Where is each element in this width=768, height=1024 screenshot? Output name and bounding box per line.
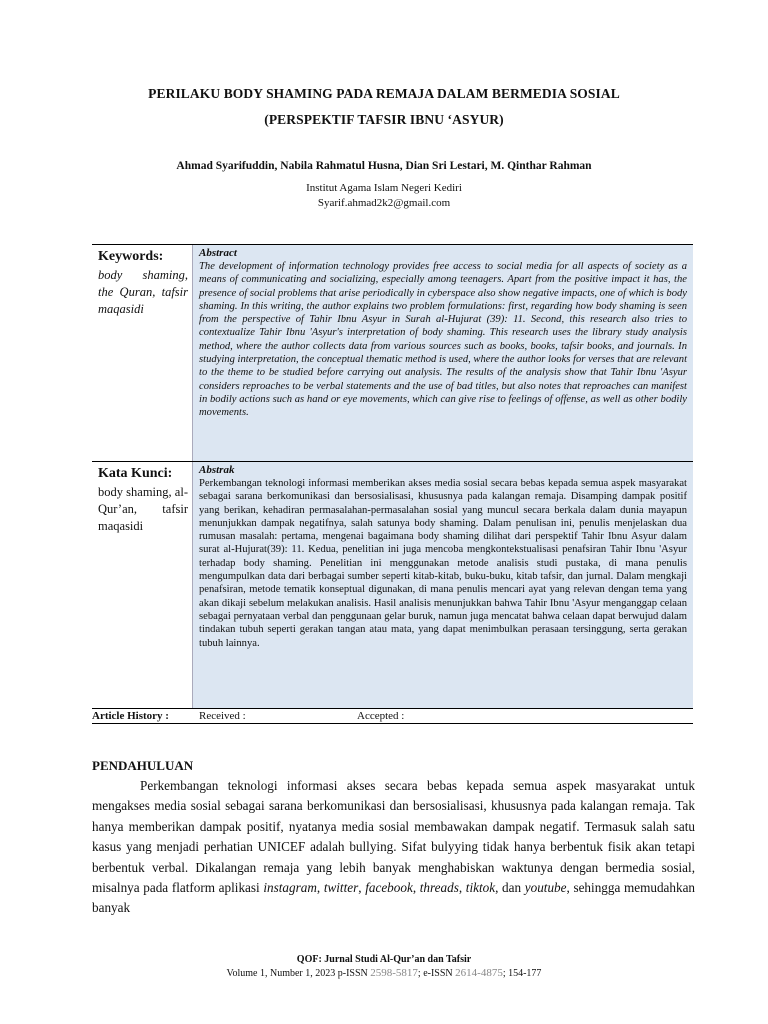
abstract-english: [192, 245, 693, 461]
abstract-table: [92, 244, 693, 724]
separator: ,: [316, 880, 324, 896]
eissn-link[interactable]: 2614-4875: [455, 967, 503, 979]
keywords-indonesian: [92, 462, 192, 708]
abstrak-label: Abstrak: [199, 464, 235, 476]
separator: ,: [458, 880, 466, 896]
body-paragraph: [92, 776, 695, 919]
app-name: threads: [419, 880, 459, 896]
paragraph-text: Perkembangan teknologi informasi akses secara bebas kepada semua aspek masyarakat untuk mengakses media sosial sebagai sarana berkomunikasi dan bersosialisasi, khususnya pada kalangan remaja. Tak hanya memberikan dampak positif, nyatanya media sosial membawakan dampak negatif. Termasuk salah satu kasus yang menjadi perhatian UNICEF adalah bullying. Sifat bulyying tidak hanya berbentuk fisik akan tetapi berbentuk verbal. Dikalangan remaja yang lebih banyak menghabiskan waktunya dengan bermedia sosial, misalnya pada flatform aplikasi: [92, 778, 695, 896]
abstract-label: Abstract: [199, 247, 237, 259]
separator: ,: [358, 880, 366, 896]
abstract-text: The development of information technology provides free access to social media for all aspects of society as a means of communicating and socializing, especially among teenagers. Apart from the positive impact it has, the presence of social problems that arise periodically in cyberspace also show negative impacts, one of which is body shaming. In this writing, the author explains two problem formulations: first, regarding how body shaming is seen from the perspective of Tahir Ibnu Asyur in Surah al-Hujurat (39): 11. Second, this research also tries to contextualize Tahir Ibnu 'Asyur's interpretation of body shaming. This research uses the library study analysis method, where the author collects data from various sources such as books, books, tafsir books, and journals. In studying interpretation, the conceptual thematic method is used, where the author looks for verses that are relevant to the theme to be studied before carrying out analysis. The results of the analysis show that Tahir Ibnu 'Asyur considers reproaches to be verbal statements and the use of bad titles, but also notes that reproaches can manifest in bodily actions such as hand or eye movements, which can give rise to feelings of offense, as well as other bodily movements.: [199, 261, 688, 419]
paper-title-line-2: (PERSPEKTIF TAFSIR IBNU ‘ASYUR): [264, 112, 504, 127]
abstract-indonesian: [192, 462, 693, 708]
app-name: instagram: [263, 880, 317, 896]
app-name: facebook: [365, 880, 413, 896]
keywords-label: Keywords:: [98, 249, 164, 264]
abstract-row-indonesian: [92, 461, 693, 708]
kata-kunci-label: Kata Kunci:: [98, 466, 173, 481]
separator: ,: [412, 880, 420, 896]
paragraph-text-end: , sehingga memudahkan banyak: [92, 880, 696, 916]
accepted-label: Accepted :: [357, 710, 405, 722]
article-history: [92, 708, 693, 724]
email: Syarif.ahmad2k2@gmail.com: [317, 197, 451, 209]
article-history-label: Article History :: [92, 710, 169, 722]
eissn-label: ; e-ISSN: [417, 968, 456, 979]
received-label: Received :: [199, 710, 246, 722]
section-title: PENDAHULUAN: [92, 758, 194, 773]
kata-kunci-text: body shaming, al-Qur’an, tafsir maqasidi: [98, 485, 188, 533]
abstract-row-english: [92, 245, 693, 461]
app-name: twitter: [323, 880, 359, 896]
app-name: tiktok: [465, 880, 496, 896]
keywords-english: [92, 245, 192, 461]
footer-journal: QOF: Jurnal Studi Al-Qur’an dan Tafsir: [296, 954, 472, 965]
pissn-link[interactable]: 2598-5817: [370, 967, 418, 979]
pages-text: ; 154-177: [502, 968, 542, 979]
footer-volume: [0, 967, 768, 979]
author-list: Ahmad Syarifuddin, Nabila Rahmatul Husna, Dian Sri Lestari, M. Qinthar Rahman: [176, 160, 592, 172]
keywords-text: body shaming, the Quran, tafsir maqasidi: [98, 268, 188, 316]
abstrak-text: Perkembangan teknologi informasi memberikan akses media sosial secara bebas kepada semua aspek masyarakat sebagai sarana berkomunikasi dan bersosialisasi, khususnya pada kalangan remaja. Disamping dampak positif yang berikan, kehadiran permasalahan-permasalahan sosial yang muncul secara berkala dalam dunia mayapun menunjukkan dampak negatifnya, salah satunya body shaming. Dalam penulisan ini, penulis menjelaskan dua rumusan masalah: pertama, mengenai bagaimana body shaming dilihat dari perspektif Tahir Ibnu Asyur dalam surat al-Hujurat(39): 11. Kedua, penelitian ini juga mencoba mengkontekstualisasi penafsiran Tahir Ibnu 'Asyur terhadap body shaming. Penelitian ini menggunakan metode analisis studi pustaka, di mana penulis mengumpulkan data dari berbagai sumber seperti kitab-kitab, buku-buku, kitab tafsir, dan jurnal. Dalam mengkaji penafsiran, metode tematik konseptual digunakan, di mana penulis mencari ayat yang relevan dengan tema yang akan dikaji sebelum melakukan analisis. Hasil analisis menunjukkan bahwa Tahir Ibnu 'Asyur menganggap celaan sebagai pernyataan verbal dan penggunaan gelar buruk, namun juga mencatat bahwa celaan dapat berwujud dalam tindakan tubuh seperti gerakan tangan atau mata, yang dapat menimbulkan perasaan tersinggung, serta gerakan tubuh lainnya.: [199, 478, 687, 649]
paper-title-line-1: PERILAKU BODY SHAMING PADA REMAJA DALAM BERMEDIA SOSIAL: [148, 86, 620, 101]
volume-text: Volume 1, Number 1, 2023 p-ISSN: [226, 968, 371, 979]
separator: , dan: [495, 880, 525, 896]
app-name: youtube: [524, 880, 567, 896]
institution: Institut Agama Islam Negeri Kediri: [306, 182, 462, 194]
